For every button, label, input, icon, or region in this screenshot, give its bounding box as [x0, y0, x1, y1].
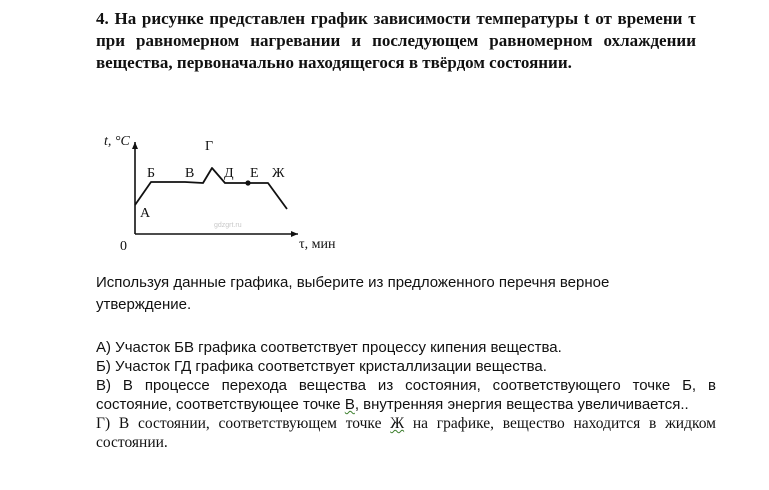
origin-label: 0 — [120, 239, 127, 254]
option-d-text: Г) В состоянии, соответствующем точке — [96, 415, 391, 432]
option-a: А) Участок БВ графика соответствует процессу кипения вещества. — [96, 339, 562, 356]
option-d — [96, 414, 716, 452]
option-d-text-end: на графике, вещество находится в жидком состоянии. — [96, 415, 716, 451]
option-c-text: В) В процессе перехода вещества из состояния, соответствующего точке Б, в состояние, соответствующее точке — [96, 377, 716, 413]
point-a-label: А — [140, 206, 151, 221]
point-zh-label: Ж — [272, 166, 285, 181]
point-b-label: Б — [147, 166, 156, 181]
point-v-label: В — [185, 166, 195, 181]
option-d-mark: Ж — [390, 415, 405, 432]
y-axis-label: t, °C — [104, 134, 130, 149]
option-c — [96, 376, 716, 414]
x-axis-label: τ, мин — [299, 237, 336, 252]
graph-curve — [135, 168, 287, 209]
option-b: Б) Участок ГД графика соответствует кристаллизации вещества. — [96, 358, 547, 375]
question-text: 4. На рисунке представлен график зависимости температуры t от времени τ при равномерном нагревании и последующем равномерном охлаждении вещества, первоначально находящегося в твёрдом состоянии. — [96, 9, 696, 72]
point-e-dot — [245, 180, 250, 185]
option-c-mark: В — [344, 396, 355, 413]
point-d-label: Д — [224, 166, 234, 181]
answer-options — [96, 338, 716, 452]
point-e-label: Е — [250, 166, 259, 181]
option-c-text-end: , внутренняя энергия вещества увеличивается.. — [354, 396, 689, 413]
instruction-text: Используя данные графика, выберите из предложенного перечня верное утверждение. — [96, 274, 610, 313]
watermark: gdzgrt.ru — [214, 222, 242, 229]
point-g-label: Г — [205, 139, 214, 154]
